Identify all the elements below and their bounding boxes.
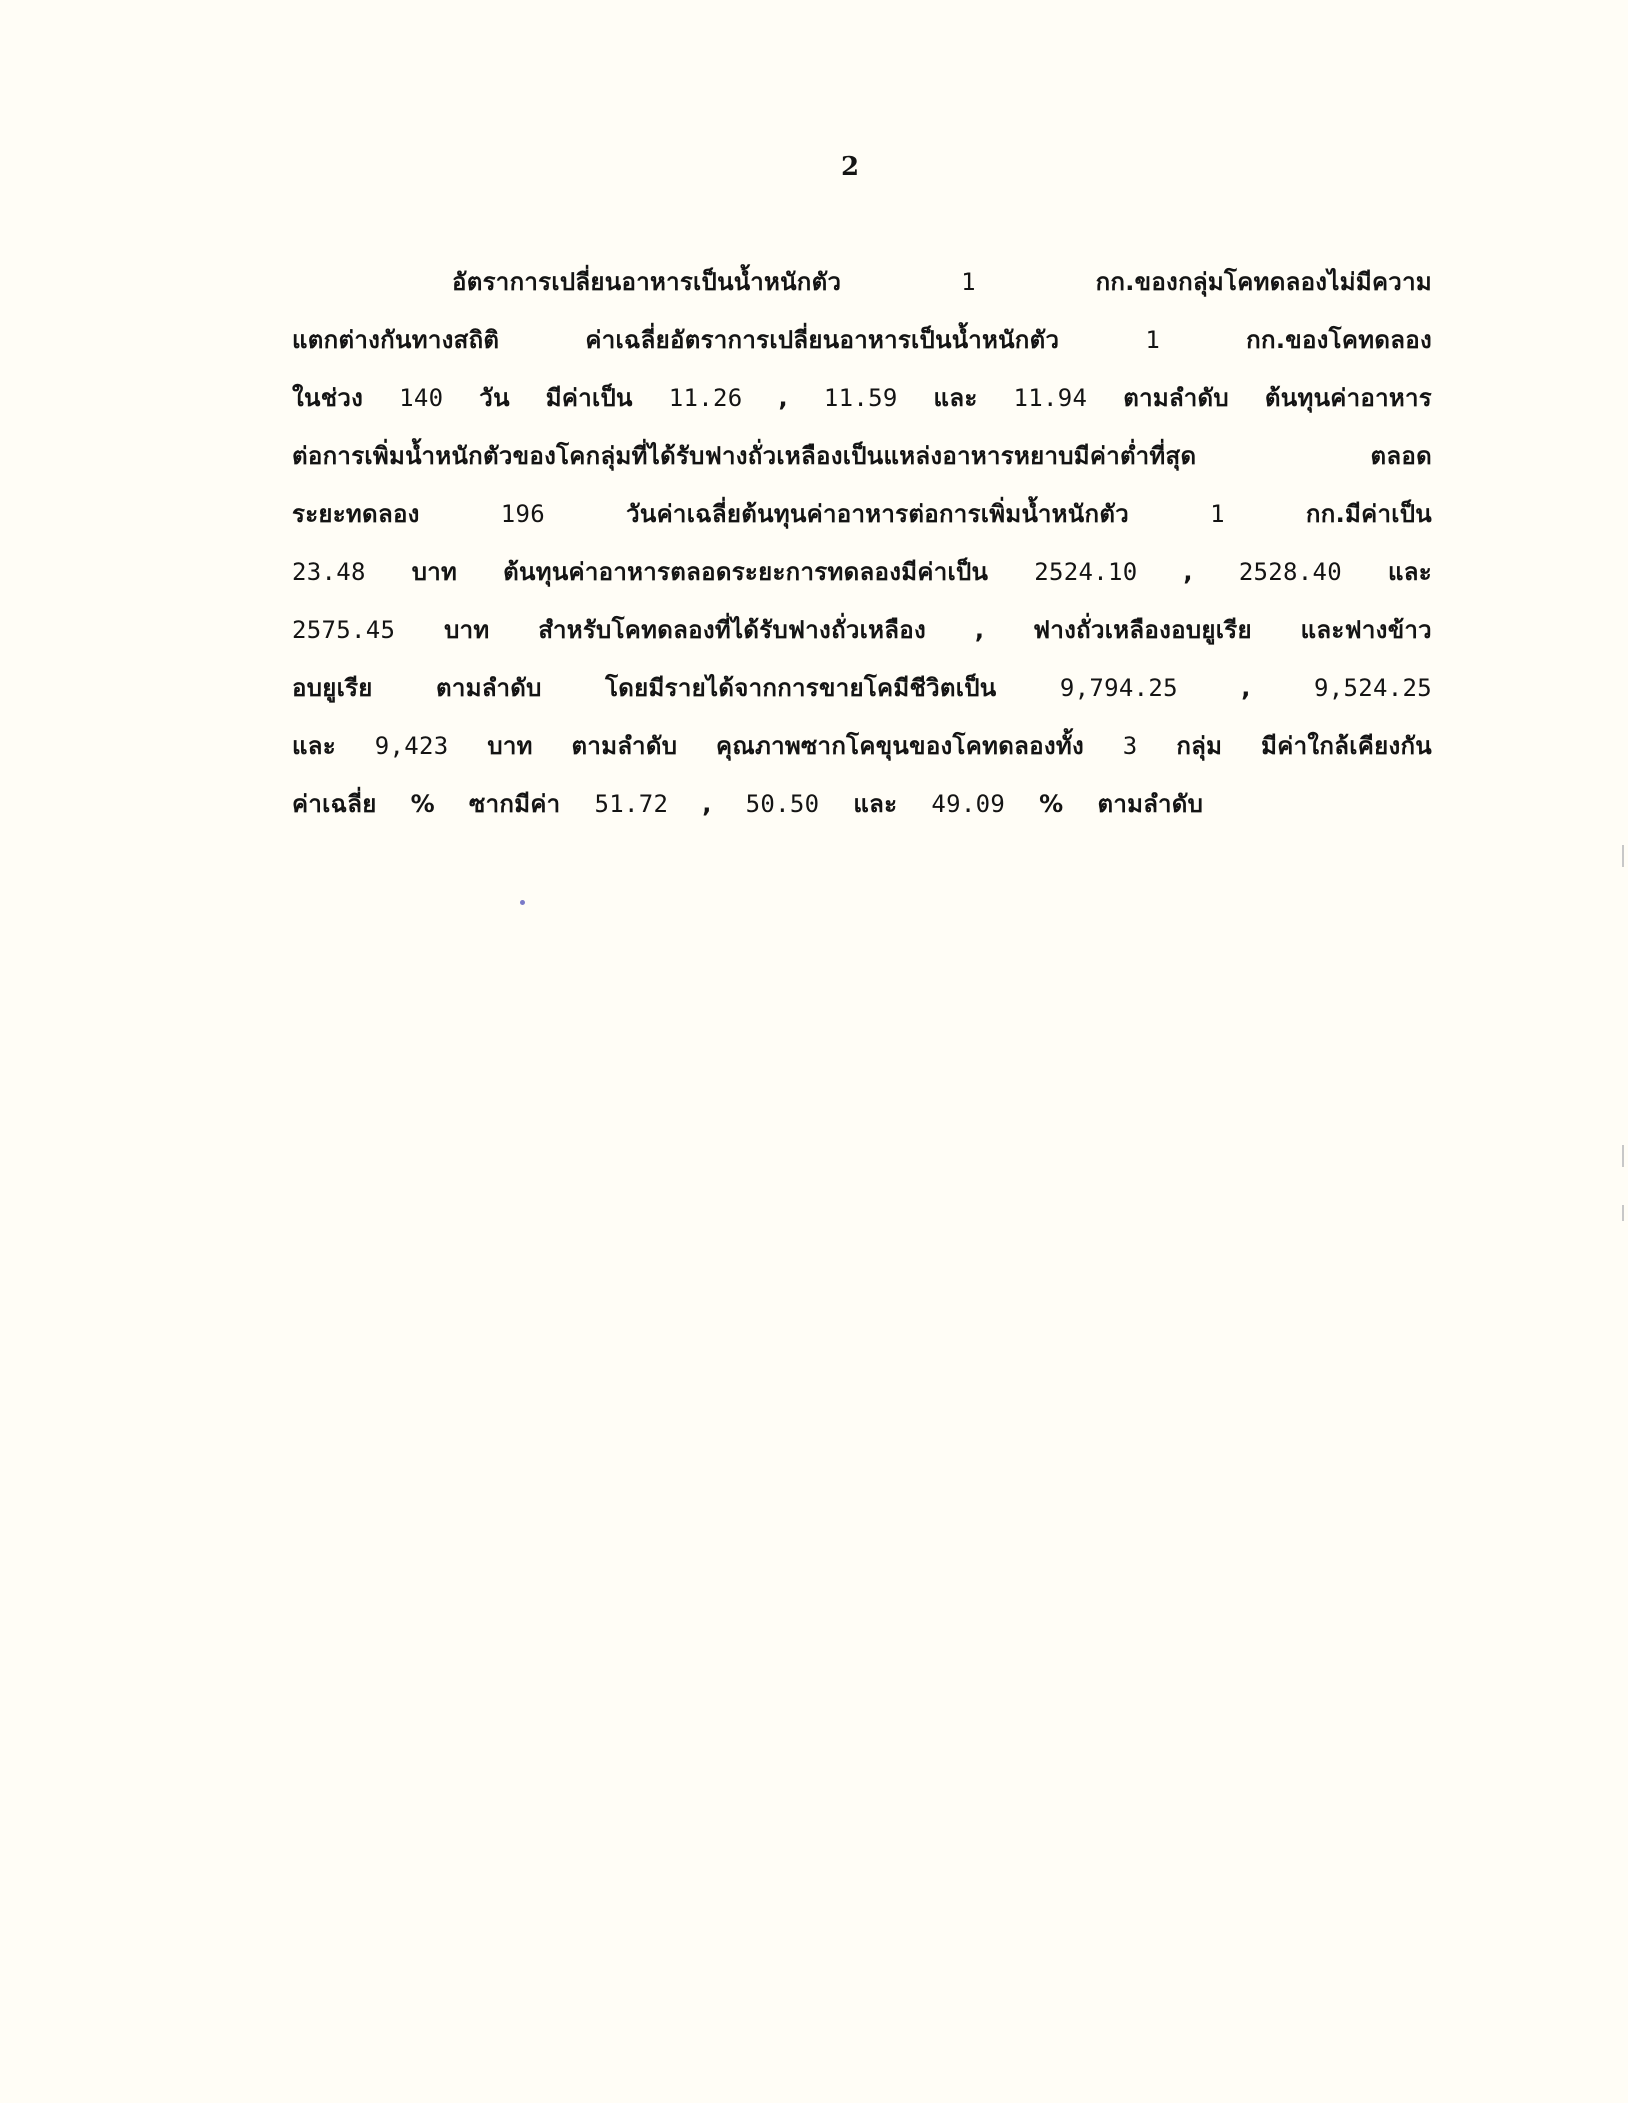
text-segment: 1 [1145, 326, 1161, 354]
text-segment: ตามลำดับ [571, 732, 678, 760]
text-segment: 2528.40 [1238, 558, 1343, 586]
text-segment: 51.72 [594, 790, 669, 818]
text-segment: ตามลำดับ [436, 674, 542, 702]
text-segment: ระยะทดลอง [292, 500, 420, 528]
text-line [292, 320, 1432, 378]
text-segment: แตกต่างกันทางสถิติ [292, 326, 500, 354]
text-segment: และ [1388, 558, 1432, 586]
text-segment: อบยูเรีย [292, 674, 373, 702]
text-segment: 1 [961, 268, 976, 296]
text-line [292, 726, 1432, 784]
text-line [292, 610, 1432, 668]
text-line [292, 262, 1432, 320]
text-segment: , [1241, 674, 1251, 702]
text-segment: อัตราการเปลี่ยนอาหารเป็นน้ำหนักตัว [452, 268, 842, 296]
text-segment: % [410, 790, 436, 818]
text-segment: กก.ของกลุ่มโคทดลองไม่มีความ [1095, 268, 1432, 296]
text-segment: 140 [399, 384, 444, 412]
text-segment: ค่าเฉลี่ยอัตราการเปลี่ยนอาหารเป็นน้ำหนักตัว [585, 326, 1060, 354]
text-segment: ในช่วง [292, 384, 364, 412]
page-number: 2 [840, 152, 860, 182]
text-segment: วัน [479, 384, 510, 412]
text-segment: โดยมีรายได้จากการขายโคมีชีวิตเป็น [605, 674, 997, 702]
text-segment: 49.09 [931, 790, 1006, 818]
text-segment: 23.48 [292, 558, 366, 586]
text-segment: , [778, 384, 788, 412]
scan-speck [520, 900, 525, 905]
text-segment: มีค่าเป็น [545, 384, 633, 412]
text-segment: 9,423 [374, 732, 449, 760]
text-segment: กลุ่ม [1176, 732, 1223, 760]
text-segment: , [1183, 558, 1193, 586]
text-segment: วันค่าเฉลี่ยต้นทุนค่าอาหารต่อการเพิ่มน้ำหนักตัว [626, 500, 1130, 528]
text-line [292, 552, 1432, 610]
scan-edge-mark [1622, 1205, 1624, 1221]
text-line [292, 378, 1432, 436]
text-segment: 2575.45 [292, 616, 396, 644]
text-segment: 11.26 [668, 384, 743, 412]
text-segment: ค่าเฉลี่ย [292, 790, 377, 818]
text-line [292, 494, 1432, 552]
text-segment: ต้นทุนค่าอาหารตลอดระยะการทดลองมีค่าเป็น [503, 558, 989, 586]
text-segment: ต้นทุนค่าอาหาร [1264, 384, 1432, 412]
text-segment: 2524.10 [1034, 558, 1138, 586]
scan-edge-mark [1622, 1145, 1624, 1167]
text-segment: ต่อการเพิ่มน้ำหนักตัวของโคกลุ่มที่ได้รับฟางถั่วเหลืองเป็นแหล่งอาหารหยาบมีค่าต่ำที่สุด [292, 442, 1197, 470]
text-line [292, 668, 1432, 726]
text-segment: 11.59 [823, 384, 898, 412]
text-segment: ตามลำดับ [1097, 790, 1204, 818]
text-segment: ตลอด [1370, 442, 1432, 470]
text-segment: คุณภาพซากโคขุนของโคทดลองทั้ง [716, 732, 1084, 760]
text-segment: บาท [444, 616, 490, 644]
text-segment: กก.มีค่าเป็น [1305, 500, 1432, 528]
text-segment: บาท [411, 558, 458, 586]
text-segment: , [702, 790, 712, 818]
body-paragraph [292, 262, 1432, 842]
text-segment: 9,524.25 [1314, 674, 1432, 702]
text-segment: 50.50 [745, 790, 820, 818]
text-line [292, 436, 1432, 494]
text-segment: 11.94 [1013, 384, 1088, 412]
scan-edge-mark [1622, 845, 1624, 867]
text-segment: , [974, 616, 985, 644]
text-segment: ซากมีค่า [469, 790, 561, 818]
text-segment: 3 [1122, 732, 1138, 760]
text-segment: 1 [1210, 500, 1225, 528]
text-segment: ฟางถั่วเหลืองอบยูเรีย [1033, 616, 1252, 644]
text-line [292, 784, 1432, 842]
text-segment: 196 [500, 500, 546, 528]
text-segment: และฟางข้าว [1300, 616, 1432, 644]
text-segment: ตามลำดับ [1123, 384, 1229, 412]
text-segment: กก.ของโคทดลอง [1246, 326, 1432, 354]
text-segment: สำหรับโคทดลองที่ได้รับฟางถั่วเหลือง [538, 616, 927, 644]
text-segment: บาท [487, 732, 533, 760]
text-segment: และ [933, 384, 978, 412]
text-segment: 9,794.25 [1059, 674, 1178, 702]
text-segment: และ [853, 790, 898, 818]
text-segment: มีค่าใกล้เคียงกัน [1261, 732, 1432, 760]
text-segment: % [1039, 790, 1064, 818]
text-segment: และ [292, 732, 336, 760]
